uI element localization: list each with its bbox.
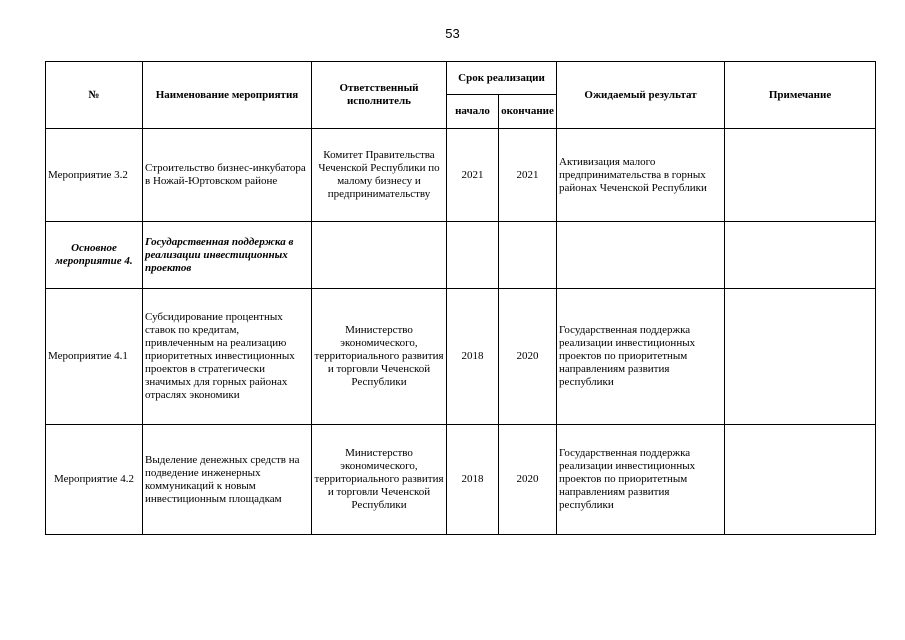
header-period: Срок реализации [447,62,557,95]
row-end: 2021 [499,129,557,222]
row-start: 2018 [447,425,499,535]
row-result: Активизация малого предпринимательства в горных районах Чеченской Республики [557,129,725,222]
section-result [557,222,725,289]
header-result: Ожидаемый результат [557,62,725,129]
row-executor: Министерство экономического, территориального развития и торговли Чеченской Республики [312,289,447,425]
row-start: 2018 [447,289,499,425]
row-end: 2020 [499,289,557,425]
header-number: № [46,62,143,129]
row-end: 2020 [499,425,557,535]
row-name: Субсидирование процентных ставок по кредитам, привлеченным на реализацию приоритетных инвестиционных проектов в стратегически значимых для горных районах отраслях экономики [143,289,312,425]
section-start [447,222,499,289]
table-row [46,425,876,535]
row-note [725,425,876,535]
header-executor: Ответственный исполнитель [312,62,447,129]
row-result: Государственная поддержка реализации инвестиционных проектов по приоритетным направлениям развития республики [557,425,725,535]
row-number: Мероприятие 4.1 [46,289,143,425]
header-name: Наименование мероприятия [143,62,312,129]
table-row [46,129,876,222]
table-row [46,289,876,425]
section-executor [312,222,447,289]
row-number: Мероприятие 4.2 [46,425,143,535]
row-note [725,129,876,222]
row-note [725,289,876,425]
row-name: Строительство бизнес-инкубатора в Ножай-Юртовском районе [143,129,312,222]
header-row-1 [46,62,876,95]
header-note: Примечание [725,62,876,129]
page-number: 53 [445,26,460,41]
activities-table [45,61,876,535]
row-executor: Комитет Правительства Чеченской Республики по малому бизнесу и предпринимательству [312,129,447,222]
row-executor: Министерство экономического, территориального развития и торговли Чеченской Республики [312,425,447,535]
section-number: Основное мероприятие 4. [46,222,143,289]
section-note [725,222,876,289]
table-row-section [46,222,876,289]
row-number: Мероприятие 3.2 [46,129,143,222]
section-end [499,222,557,289]
header-end: окончание [499,95,557,129]
header-start: начало [447,95,499,129]
section-name: Государственная поддержка в реализации инвестиционных проектов [143,222,312,289]
row-result: Государственная поддержка реализации инвестиционных проектов по приоритетным направлениям развития республики [557,289,725,425]
row-start: 2021 [447,129,499,222]
row-name: Выделение денежных средств на подведение инженерных коммуникаций к новым инвестиционным площадкам [143,425,312,535]
